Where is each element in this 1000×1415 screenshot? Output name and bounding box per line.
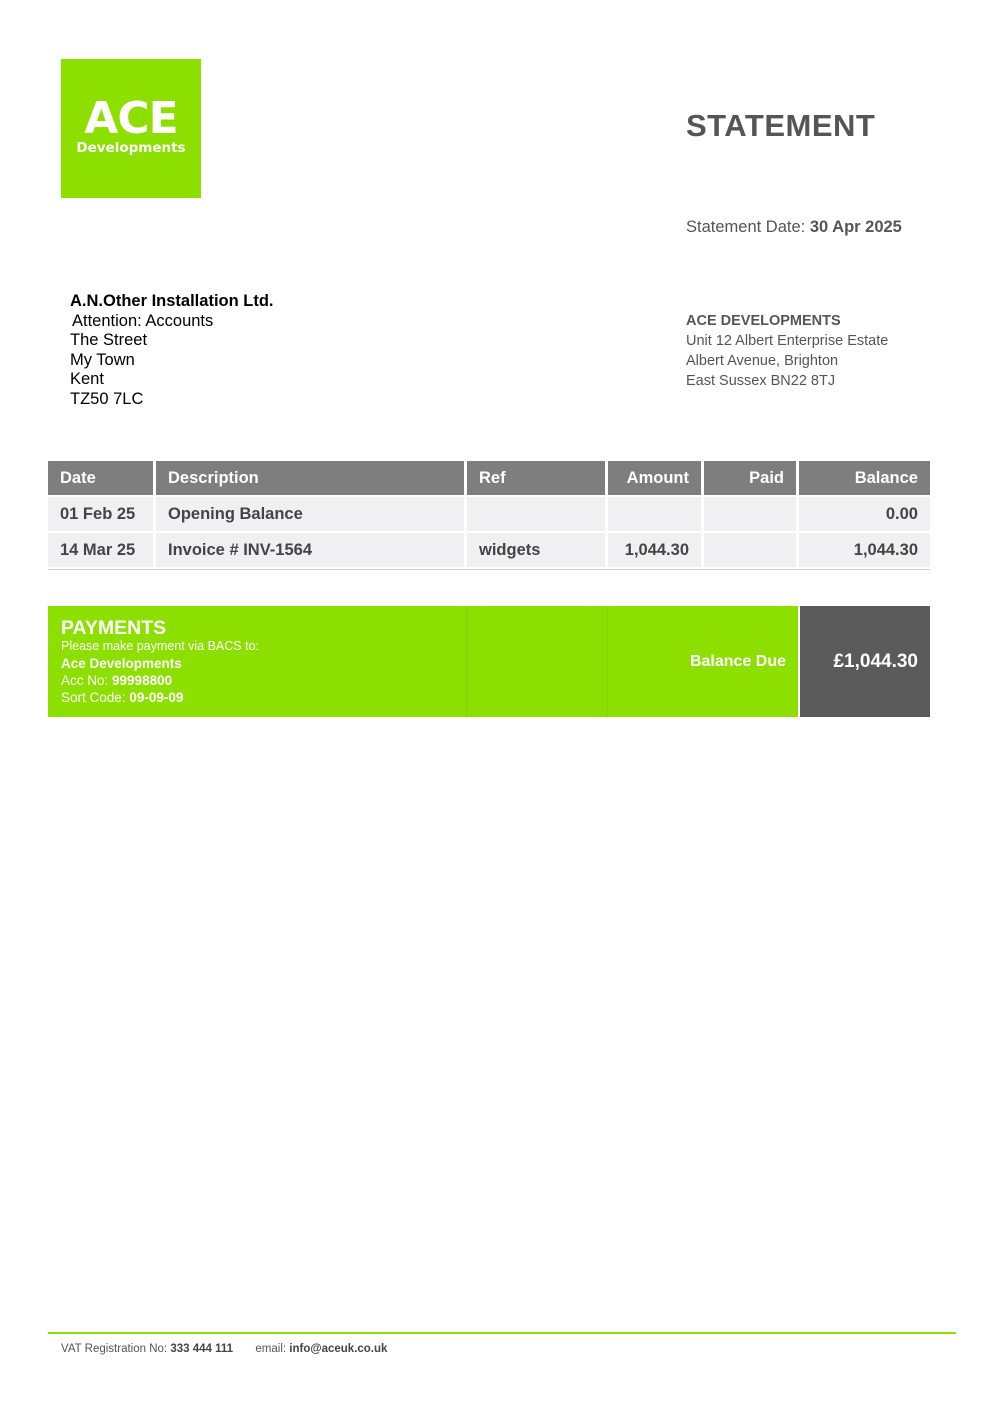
company-logo	[61, 59, 201, 198]
vat-label: VAT Registration No:	[61, 1343, 168, 1355]
sort-code-label: Sort Code:	[61, 690, 126, 705]
customer-address-line: Kent	[70, 370, 104, 388]
account-number-label: Acc No:	[61, 673, 109, 688]
table-header-row	[48, 461, 930, 495]
company-address-line: Unit 12 Albert Enterprise Estate	[686, 333, 889, 349]
logo-main-text: ACE	[84, 93, 178, 144]
cell-amount	[608, 495, 704, 531]
payments-divider	[607, 606, 608, 717]
customer-address-line: My Town	[70, 350, 135, 369]
statement-date	[686, 218, 902, 237]
payments-divider	[466, 606, 467, 717]
payment-instruction: Please make payment via BACS to:	[61, 639, 260, 653]
column-header-balance: Balance	[799, 461, 930, 495]
logo-sub-text: Developments	[76, 140, 186, 156]
payments-heading: PAYMENTS	[61, 617, 167, 639]
table-row	[48, 531, 930, 567]
cell-date: 14 Mar 25	[48, 531, 156, 567]
statement-table	[48, 461, 930, 567]
cell-paid	[704, 495, 799, 531]
statement-date-label: Statement Date:	[686, 218, 806, 236]
company-address-block	[686, 311, 888, 391]
email-label: email:	[255, 1343, 287, 1355]
cell-date: 01 Feb 25	[48, 495, 156, 531]
sort-code-value: 09-09-09	[129, 690, 184, 705]
cell-description: Opening Balance	[156, 495, 467, 531]
customer-address-line: TZ50 7LC	[70, 389, 144, 408]
cell-paid	[704, 531, 799, 567]
company-address-line: East Sussex BN22 8TJ	[686, 373, 836, 389]
cell-description: Invoice # INV-1564	[156, 531, 467, 567]
cell-balance: 1,044.30	[799, 531, 930, 567]
footer-divider	[48, 1332, 956, 1334]
company-name: ACE DEVELOPMENTS	[686, 313, 841, 329]
company-address-line: Albert Avenue, Brighton	[686, 353, 839, 369]
balance-due-box	[800, 606, 930, 717]
column-header-paid: Paid	[704, 461, 799, 495]
customer-address-line: The Street	[70, 331, 148, 349]
column-header-amount: Amount	[608, 461, 704, 495]
column-header-ref: Ref	[467, 461, 608, 495]
cell-balance: 0.00	[799, 495, 930, 531]
cell-amount: 1,044.30	[608, 531, 704, 567]
account-number-value: 99998800	[112, 673, 173, 688]
table-bottom-divider	[48, 569, 930, 570]
cell-ref	[467, 495, 608, 531]
footer	[61, 1343, 387, 1355]
balance-due-amount: £1,044.30	[833, 651, 918, 672]
email-address[interactable]: info@aceuk.co.uk	[289, 1343, 388, 1355]
payee-name: Ace Developments	[61, 656, 182, 671]
statement-date-value: 30 Apr 2025	[809, 218, 902, 236]
payment-details	[61, 618, 259, 706]
page-title: STATEMENT	[686, 108, 876, 143]
payments-panel	[48, 606, 798, 717]
cell-ref: widgets	[467, 531, 608, 567]
column-header-description: Description	[156, 461, 467, 495]
sort-code	[61, 689, 259, 706]
customer-address-block	[70, 292, 274, 409]
customer-name: A.N.Other Installation Ltd.	[70, 292, 274, 310]
account-number	[61, 672, 259, 689]
balance-due-label: Balance Due	[689, 653, 786, 670]
customer-attention: Attention: Accounts	[72, 311, 214, 330]
table-row	[48, 495, 930, 531]
vat-number: 333 444 111	[170, 1343, 233, 1355]
column-header-date: Date	[48, 461, 156, 495]
